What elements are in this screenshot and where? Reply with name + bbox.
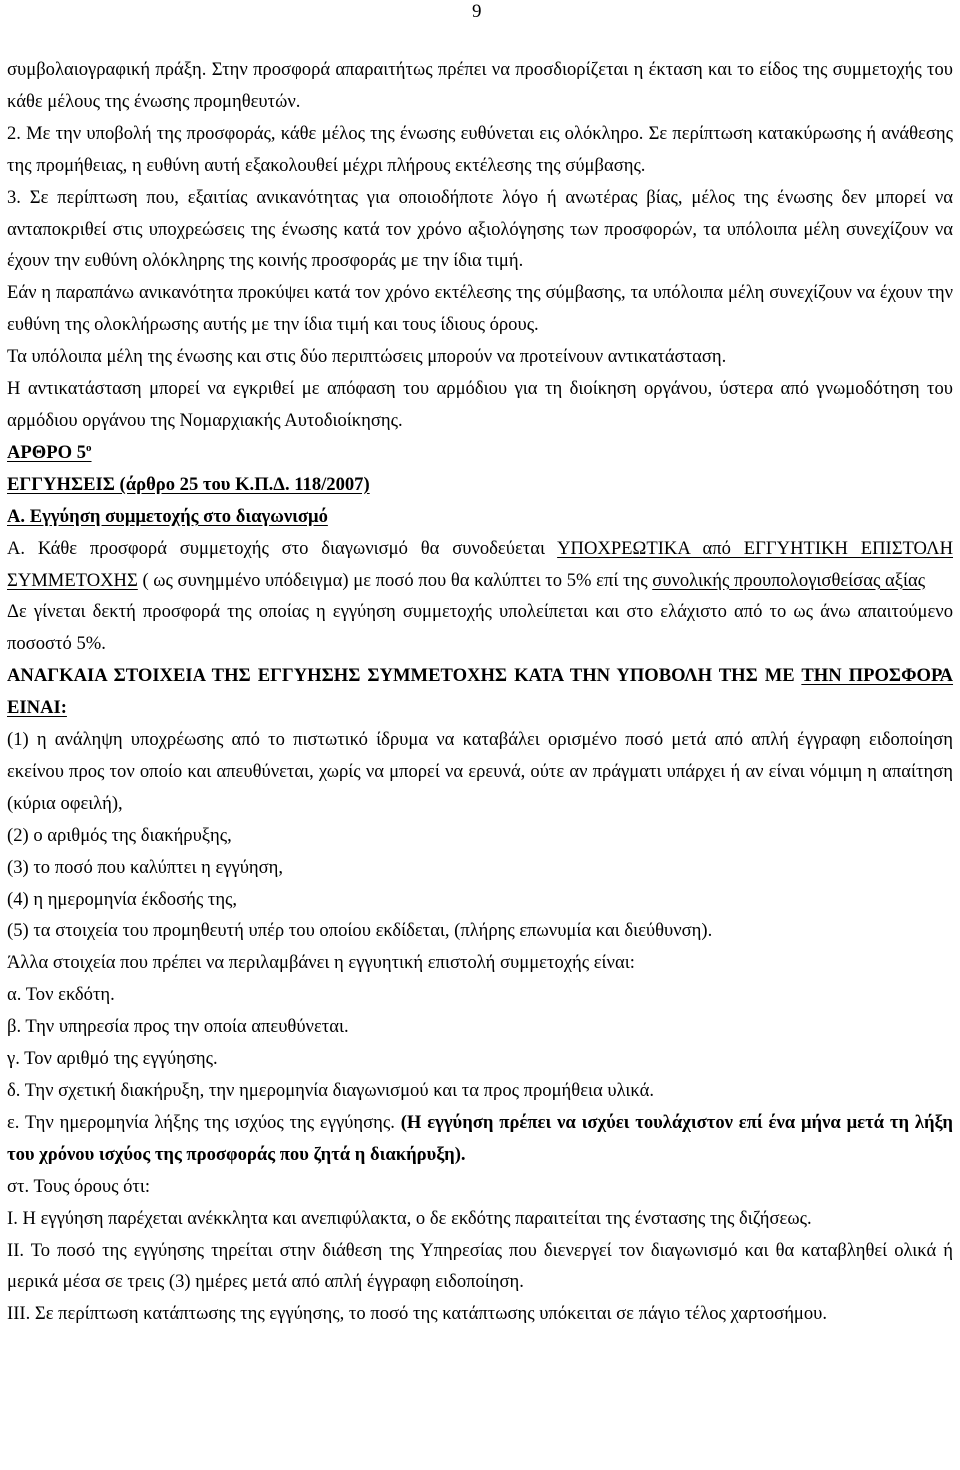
paragraph-3: 3. Σε περίπτωση που, εξαιτίας ανικανότητας για οποιοδήποτε λόγο ή ανωτέρας βίας, μέλος της ένωσης δεν μπορεί να ανταποκριθεί στις υποχρεώσεις της ένωσης κατά τον χρόνο αξιολόγησης των προσφορών, τα υπόλοιπα μέλη συνεχίζουν να έχουν την ευθύνη ολόκληρης της κοινής προσφοράς με την ίδια τιμή. (7, 186, 953, 272)
list-item: (3) το ποσό που καλύπτει η εγγύηση, (7, 856, 284, 878)
list-item: Ι. Η εγγύηση παρέχεται ανέκκλητα και ανεπιφύλακτα, ο δε εκδότης παραιτείται της ένστασης της διζήσεως. (7, 1207, 812, 1229)
article-subtitle: ΕΓΓΥΗΣΕΙΣ (άρθρο 25 του Κ.Π.Δ. 118/2007) (7, 473, 370, 495)
list-item: γ. Τον αριθμό της εγγύησης. (7, 1048, 218, 1070)
section-a-heading: Α. Εγγύηση συμμετοχής στο διαγωνισμό (7, 505, 328, 527)
list-item: β. Την υπηρεσία προς την οποία απευθύνεται. (7, 1016, 349, 1038)
list-item: ΙΙ. Το ποσό της εγγύησης τηρείται στην διάθεση της Υπηρεσίας που διενεργεί τον διαγωνισμό και θα καταβληθεί ολικά ή μερικά μέσα σε τρεις (3) ημέρες μετά από απλή έγγραφη ειδοποίηση. (7, 1239, 953, 1293)
mandatory-letter-text: ΥΠΟΧΡΕΩΤΙΚΑ από ΕΓΓΥΗΤΙΚΗ ΕΠΙΣΤΟΛΗ ΣΥΜΜΕΤΟΧΗΣ (7, 537, 953, 591)
paragraph-incapacity: Εάν η παραπάνω ανικανότητα προκύψει κατά τον χρόνο εκτέλεσης της σύμβασης, τα υπόλοιπα μέλη συνεχίζουν να έχουν την ευθύνη της ολοκλήρωσης αυτής με την ίδια τιμή και τους ίδιους όρους. (7, 282, 953, 336)
required-elements-heading (7, 660, 953, 724)
article-title (7, 437, 953, 469)
terms-intro: στ. Τους όρους ότι: (7, 1175, 151, 1197)
list-item: (2) ο αριθμός της διακήρυξης, (7, 824, 232, 846)
guarantee-requirement-paragraph (7, 533, 953, 597)
paragraph-replacement-approval: Η αντικατάσταση μπορεί να εγκριθεί με απόφαση του αρμόδιου για τη διοίκηση οργάνου, ύστερα από γνωμοδότηση του αρμόδιου οργάνου της Νομαρχιακής Αυτοδιοίκησης. (7, 378, 953, 431)
expiry-bold-note: (Η εγγύηση πρέπει να ισχύει τουλάχιστον επί ένα μήνα μετά τη λήξη του χρόνου ισχύος της προσφοράς που ζητά η διακήρυξη). (7, 1111, 953, 1165)
paragraph-2: 2. Με την υποβολή της προσφοράς, κάθε μέλος της ένωσης ευθύνεται εις ολόκληρο. Σε περίπτωση κατακύρωσης ή ανάθεσης της προμήθειας, η ευθύνη αυτή εξακολουθεί μέχρι πλήρους εκτέλεσης της σύμβασης. (7, 122, 953, 176)
document-body (7, 54, 953, 1330)
article-title-text: ΑΡΘΡΟ 5 (7, 441, 87, 463)
article-title-superscript: ο (86, 441, 92, 454)
required-elements-heading-underlined: ΤΗΝ ΠΡΟΣΦΟΡΑ ΕΙΝΑΙ: (7, 665, 954, 719)
minimum-percentage-paragraph: Δε γίνεται δεκτή προσφορά της οποίας η εγγύηση συμμετοχής υπολείπεται και στο ελάχιστο από το ως άνω απαιτούμενο ποσοστό 5%. (7, 601, 953, 655)
list-item: δ. Την σχετική διακήρυξη, την ημερομηνία διαγωνισμού και τα προς προμήθεια υλικά. (7, 1080, 654, 1101)
list-item: (5) τα στοιχεία του προμηθευτή υπέρ του οποίου εκδίδεται, (πλήρης επωνυμία και διεύθυνση). (7, 920, 713, 942)
list-item: ΙΙΙ. Σε περίπτωση κατάπτωσης της εγγύησης, το ποσό της κατάπτωσης υπόκειται σε πάγιο τέλος χαρτοσήμου. (7, 1303, 828, 1325)
guarantee-amount-text: ( ως συνημμένο υπόδειγμα) με ποσό που θα καλύπτει το 5% επί της (137, 569, 653, 591)
total-budget-text: συνολικής προυπολογισθείσας αξίας (652, 569, 926, 591)
paragraph-replacement-proposal: Τα υπόλοιπα μέλη της ένωσης και στις δύο περιπτώσεις μπορούν να προτείνουν αντικατάσταση. (7, 346, 727, 368)
paragraph-continuation: συμβολαιογραφική πράξη. Στην προσφορά απαραιτήτως πρέπει να προσδιορίζεται η έκταση και το είδος της συμμετοχής του κάθε μέλους της ένωσης προμηθευτών. (7, 59, 953, 112)
list-item: (4) η ημερομηνία έκδοσής της, (7, 888, 238, 910)
expiry-text: ε. Την ημερομηνία λήξης της ισχύος της εγγύησης. (7, 1111, 401, 1133)
required-elements-heading-text: ΑΝΑΓΚΑΙΑ ΣΤΟΙΧΕΙΑ ΤΗΣ ΕΓΓΥΗΣΗΣ ΣΥΜΜΕΤΟΧΗΣ ΚΑΤΑ ΤΗΝ ΥΠΟΒΟΛΗ ΤΗΣ ΜΕ (7, 665, 802, 687)
list-item: (1) η ανάληψη υποχρέωσης από το πιστωτικό ίδρυμα να καταβάλει ορισμένο ποσό μετά από απλή έγγραφη ειδοποίηση εκείνου προς τον οποίο και απευθύνεται, χωρίς να μπορεί να ερευνά, ούτε αν πράγματι υπάρχει ή αν είναι νόμιμη η απαίτηση (κύρια οφειλή), (7, 729, 953, 814)
guarantee-requirement-text: Α. Κάθε προσφορά συμμετοχής στο διαγωνισμό θα συνοδεύεται (7, 537, 558, 559)
expiry-paragraph (7, 1107, 953, 1171)
other-elements-intro: Άλλα στοιχεία που πρέπει να περιλαμβάνει η εγγυητική επιστολή συμμετοχής είναι: (7, 952, 635, 974)
list-item: α. Τον εκδότη. (7, 984, 115, 1006)
page-number: 9 (472, 1, 482, 22)
